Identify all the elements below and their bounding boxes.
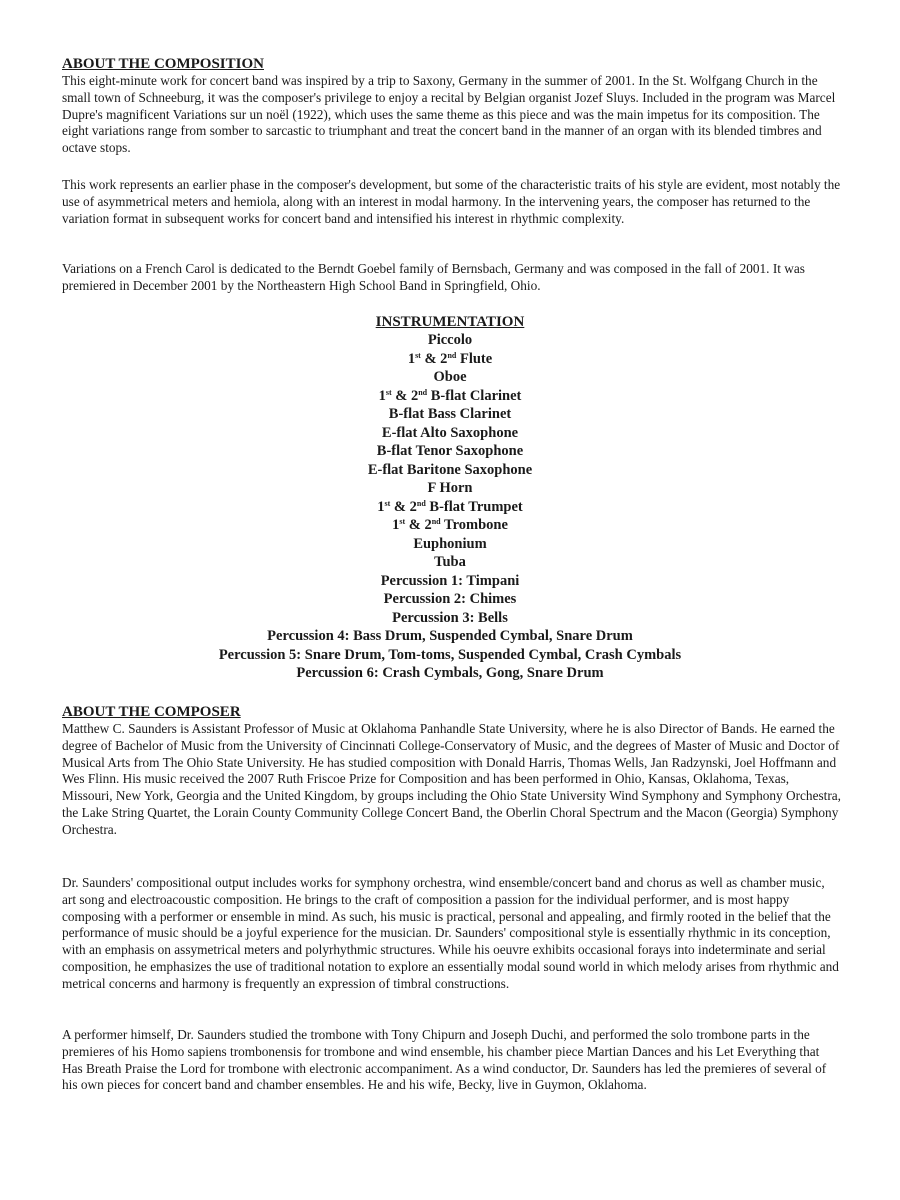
composer-section: [62, 704, 842, 839]
composition-paragraph-1: This eight-minute work for concert band was inspired by a trip to Saxony, Germany in the summer of 2001. In the St. Wolfgang Church in the small town of Schneeburg, it was the composer's privilege to enjoy a recital by Belgian organist Jozef Sluys. Included in the program was Marcel Dupre's magnificent Variations sur un noël (1922), which uses the same theme as this piece and was the main impetus for its composition. The eight variations range from somber to sarcastic to triumphant and treat the concert band in the manner of an organ with its blended timbres and octave stops.: [62, 73, 836, 156]
instrument-item: 1st & 2nd Trombone: [392, 517, 508, 533]
composer-paragraph-3: A performer himself, Dr. Saunders studied the trombone with Tony Chipurn and Joseph Duchi, and performed the solo trombone parts in the premieres of his Homo sapiens trombonensis for trombone and wind ensemble, his chamber piece Martian Dances and his Let Everything that Has Breath Praise the Lord for trombone with electronic accompaniment. As a wind conductor, Dr. Saunders has led the premieres of several of his own pieces for concert band and chamber ensembles. He and his wife, Becky, live in Guymon, Oklahoma.: [62, 1027, 827, 1093]
instrument-item: B-flat Bass Clarinet: [388, 406, 512, 422]
composer-paragraph-2: Dr. Saunders' compositional output includes works for symphony orchestra, wind ensemble/concert band and chorus as well as chamber music, art song and electroacoustic composition. He brings to the craft of composition a passion for the individual performer, and is most happy composing with a performer or ensemble in mind. As such, his music is practical, personal and appealing, and firmly rooted in the belief that the performance of music should be a joyful experience for the musician. Dr. Saunders' compositional style is essentially rhythmic in its conception, with an emphasis on assymetrical meters and polyrhythmic structures. While his oeuvre exhibits occasional forays into indeterminate and serial composition, he emphasizes the use of traditional notation to explore an essentially modal sound world in which melody arises from rhythmic and metrical concerns and harmony is frequently an expression of timbral constructions.: [62, 875, 839, 991]
composition-paragraph-2-block: [62, 177, 842, 227]
instrument-item: F Horn: [427, 480, 473, 496]
instrumentation-list: [0, 331, 900, 683]
instrument-item: E-flat Baritone Saxophone: [367, 461, 533, 478]
instrument-item: 1st & 2nd B-flat Clarinet: [378, 387, 522, 404]
composer-paragraph-2-block: [62, 875, 842, 993]
instrument-item: Euphonium: [413, 535, 487, 552]
instrument-item: Percussion 3: Bells: [392, 609, 508, 626]
composer-heading: ABOUT THE COMPOSER: [62, 704, 241, 720]
instrument-item: Tuba: [434, 554, 466, 570]
instrumentation-heading: INSTRUMENTATION: [375, 314, 525, 330]
instrument-item: Percussion 6: Crash Cymbals, Gong, Snare Drum: [296, 665, 604, 681]
composition-heading: ABOUT THE COMPOSITION: [62, 56, 264, 72]
instrumentation-section: [0, 313, 900, 683]
composition-section: [62, 56, 842, 157]
instrument-item: Percussion 1: Timpani: [380, 572, 520, 589]
instrument-item: Piccolo: [427, 332, 473, 348]
instrument-item: Percussion 4: Bass Drum, Suspended Cymbal, Snare Drum: [267, 628, 633, 644]
instrument-item: 1st & 2nd Flute: [407, 350, 493, 367]
instrument-item: Oboe: [433, 369, 467, 385]
composition-paragraph-2: This work represents an earlier phase in the composer's development, but some of the characteristic traits of his style are evident, most notably the use of asymmetrical meters and hemiola, along with an interest in modal harmony. In the intervening years, the composer has returned to the variation format in subsequent works for concert band and intensified his interest in rhythmic complexity.: [62, 177, 841, 226]
instrument-item: 1st & 2nd B-flat Trumpet: [377, 498, 523, 515]
instrument-item: Percussion 5: Snare Drum, Tom-toms, Suspended Cymbal, Crash Cymbals: [218, 646, 682, 663]
composition-paragraph-3: Variations on a French Carol is dedicated to the Berndt Goebel family of Bernsbach, Germany and was composed in the fall of 2001. It was premiered in December 2001 by the Northeastern High School Band in Springfield, Ohio.: [62, 261, 805, 293]
instrument-item: B-flat Tenor Saxophone: [376, 443, 524, 459]
instrument-item: E-flat Alto Saxophone: [381, 424, 519, 441]
composer-paragraph-1: Matthew C. Saunders is Assistant Professor of Music at Oklahoma Panhandle State University, where he is also Director of Bands. He earned the degree of Bachelor of Music from the University of Cincinnati College-Conservatory of Music, and the degrees of Master of Music and Doctor of Musical Arts from The Ohio State University. He has studied composition with Donald Harris, Thomas Wells, Jan Radzynski, Joel Hoffmann and Wes Flinn. His music received the 2007 Ruth Friscoe Prize for Composition and has been performed in Ohio, Kansas, Oklahoma, Texas, Missouri, New York, Georgia and the United Kingdom, by groups including the Ohio State University Wind Symphony and Symphony Orchestra, the Lake String Quartet, the Lorain County Community College Concert Band, the Oberlin Choral Spectrum and the Macon (Georgia) Symphony Orchestra.: [62, 721, 841, 837]
composition-paragraph-3-block: [62, 261, 842, 295]
composer-paragraph-3-block: [62, 1027, 842, 1094]
instrument-item: Percussion 2: Chimes: [383, 591, 517, 607]
